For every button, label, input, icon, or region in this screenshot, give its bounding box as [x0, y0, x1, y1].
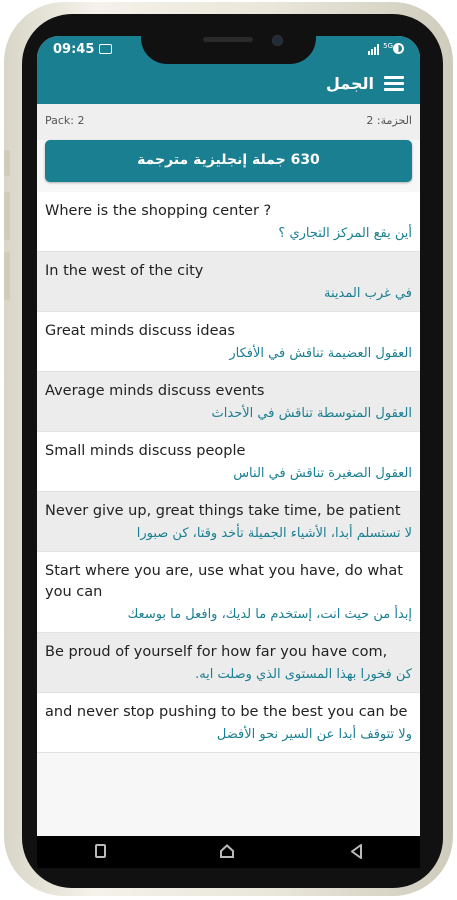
- screen: [37, 36, 420, 836]
- status-time: 09:45: [53, 42, 95, 57]
- sentence-english: and never stop pushing to be the best you can be: [45, 704, 408, 720]
- list-item[interactable]: [37, 192, 420, 252]
- side-button: [4, 150, 10, 176]
- list-item[interactable]: [37, 693, 420, 753]
- sentence-english: Small minds discuss people: [45, 443, 246, 459]
- app-bar: [37, 64, 420, 104]
- pack-label-en: Pack: 2: [45, 114, 85, 127]
- sentence-arabic: العقول العضيمة تناقش في الأفكار: [229, 346, 412, 361]
- volume-up-button: [4, 192, 10, 240]
- network-label: 5G: [383, 42, 393, 50]
- volume-down-button: [4, 252, 10, 300]
- sentence-english: Where is the shopping center ?: [45, 203, 272, 219]
- list-item[interactable]: [37, 633, 420, 693]
- camera-icon: [272, 35, 283, 46]
- sentence-english: Average minds discuss events: [45, 383, 265, 399]
- sentence-list: [37, 192, 420, 753]
- battery-icon: [393, 43, 404, 54]
- sentence-arabic: أين يقع المركز التجاري ؟: [278, 226, 412, 241]
- home-icon[interactable]: [220, 844, 234, 858]
- speaker: [203, 37, 253, 42]
- sentence-arabic: إبدأ من حيث انت، إستخدم ما لديك، وافعل ما بوسعك: [127, 607, 412, 622]
- notch: [141, 24, 316, 64]
- page-title: الجمل: [325, 74, 374, 93]
- list-item[interactable]: [37, 252, 420, 312]
- sentence-arabic: العقول المتوسطة تناقش في الأحداث: [211, 406, 412, 421]
- sentence-count-banner[interactable]: 630 جملة إنجليزية مترجمة: [45, 140, 412, 182]
- system-nav-bar: [37, 836, 420, 868]
- sentence-english: Great minds discuss ideas: [45, 323, 235, 339]
- list-item[interactable]: [37, 492, 420, 552]
- pack-label-ar: الحزمة: 2: [366, 114, 412, 127]
- sentence-arabic: ولا تتوقف أبدا عن السير نحو الأفضل: [216, 727, 412, 742]
- menu-line: [384, 76, 404, 79]
- message-icon: [99, 44, 112, 54]
- list-item[interactable]: [37, 432, 420, 492]
- menu-line: [384, 82, 404, 85]
- sentence-arabic: كن فخورا بهذا المستوى الذي وصلت ايه.: [195, 667, 412, 682]
- recent-apps-icon[interactable]: [95, 844, 106, 858]
- back-icon[interactable]: [350, 844, 362, 859]
- sentence-english: Start where you are, use what you have, do what you can: [45, 563, 403, 600]
- sentence-english: Be proud of yourself for how far you have com,: [45, 644, 388, 660]
- menu-line: [384, 88, 404, 91]
- list-item[interactable]: [37, 552, 420, 633]
- sentence-arabic: في غرب المدينة: [324, 286, 412, 301]
- sentence-arabic: العقول الصغيرة تناقش في الناس: [233, 466, 412, 481]
- list-item[interactable]: [37, 372, 420, 432]
- signal-icon: [368, 43, 382, 55]
- sentence-english: Never give up, great things take time, be patient: [45, 503, 401, 519]
- pack-row: [37, 104, 420, 140]
- sentence-arabic: لا تستسلم أبدا، الأشياء الجميلة تأخد وقتا، كن صبورا: [136, 526, 412, 541]
- list-item[interactable]: [37, 312, 420, 372]
- hamburger-menu-icon[interactable]: [384, 76, 404, 91]
- sentence-english: In the west of the city: [45, 263, 204, 279]
